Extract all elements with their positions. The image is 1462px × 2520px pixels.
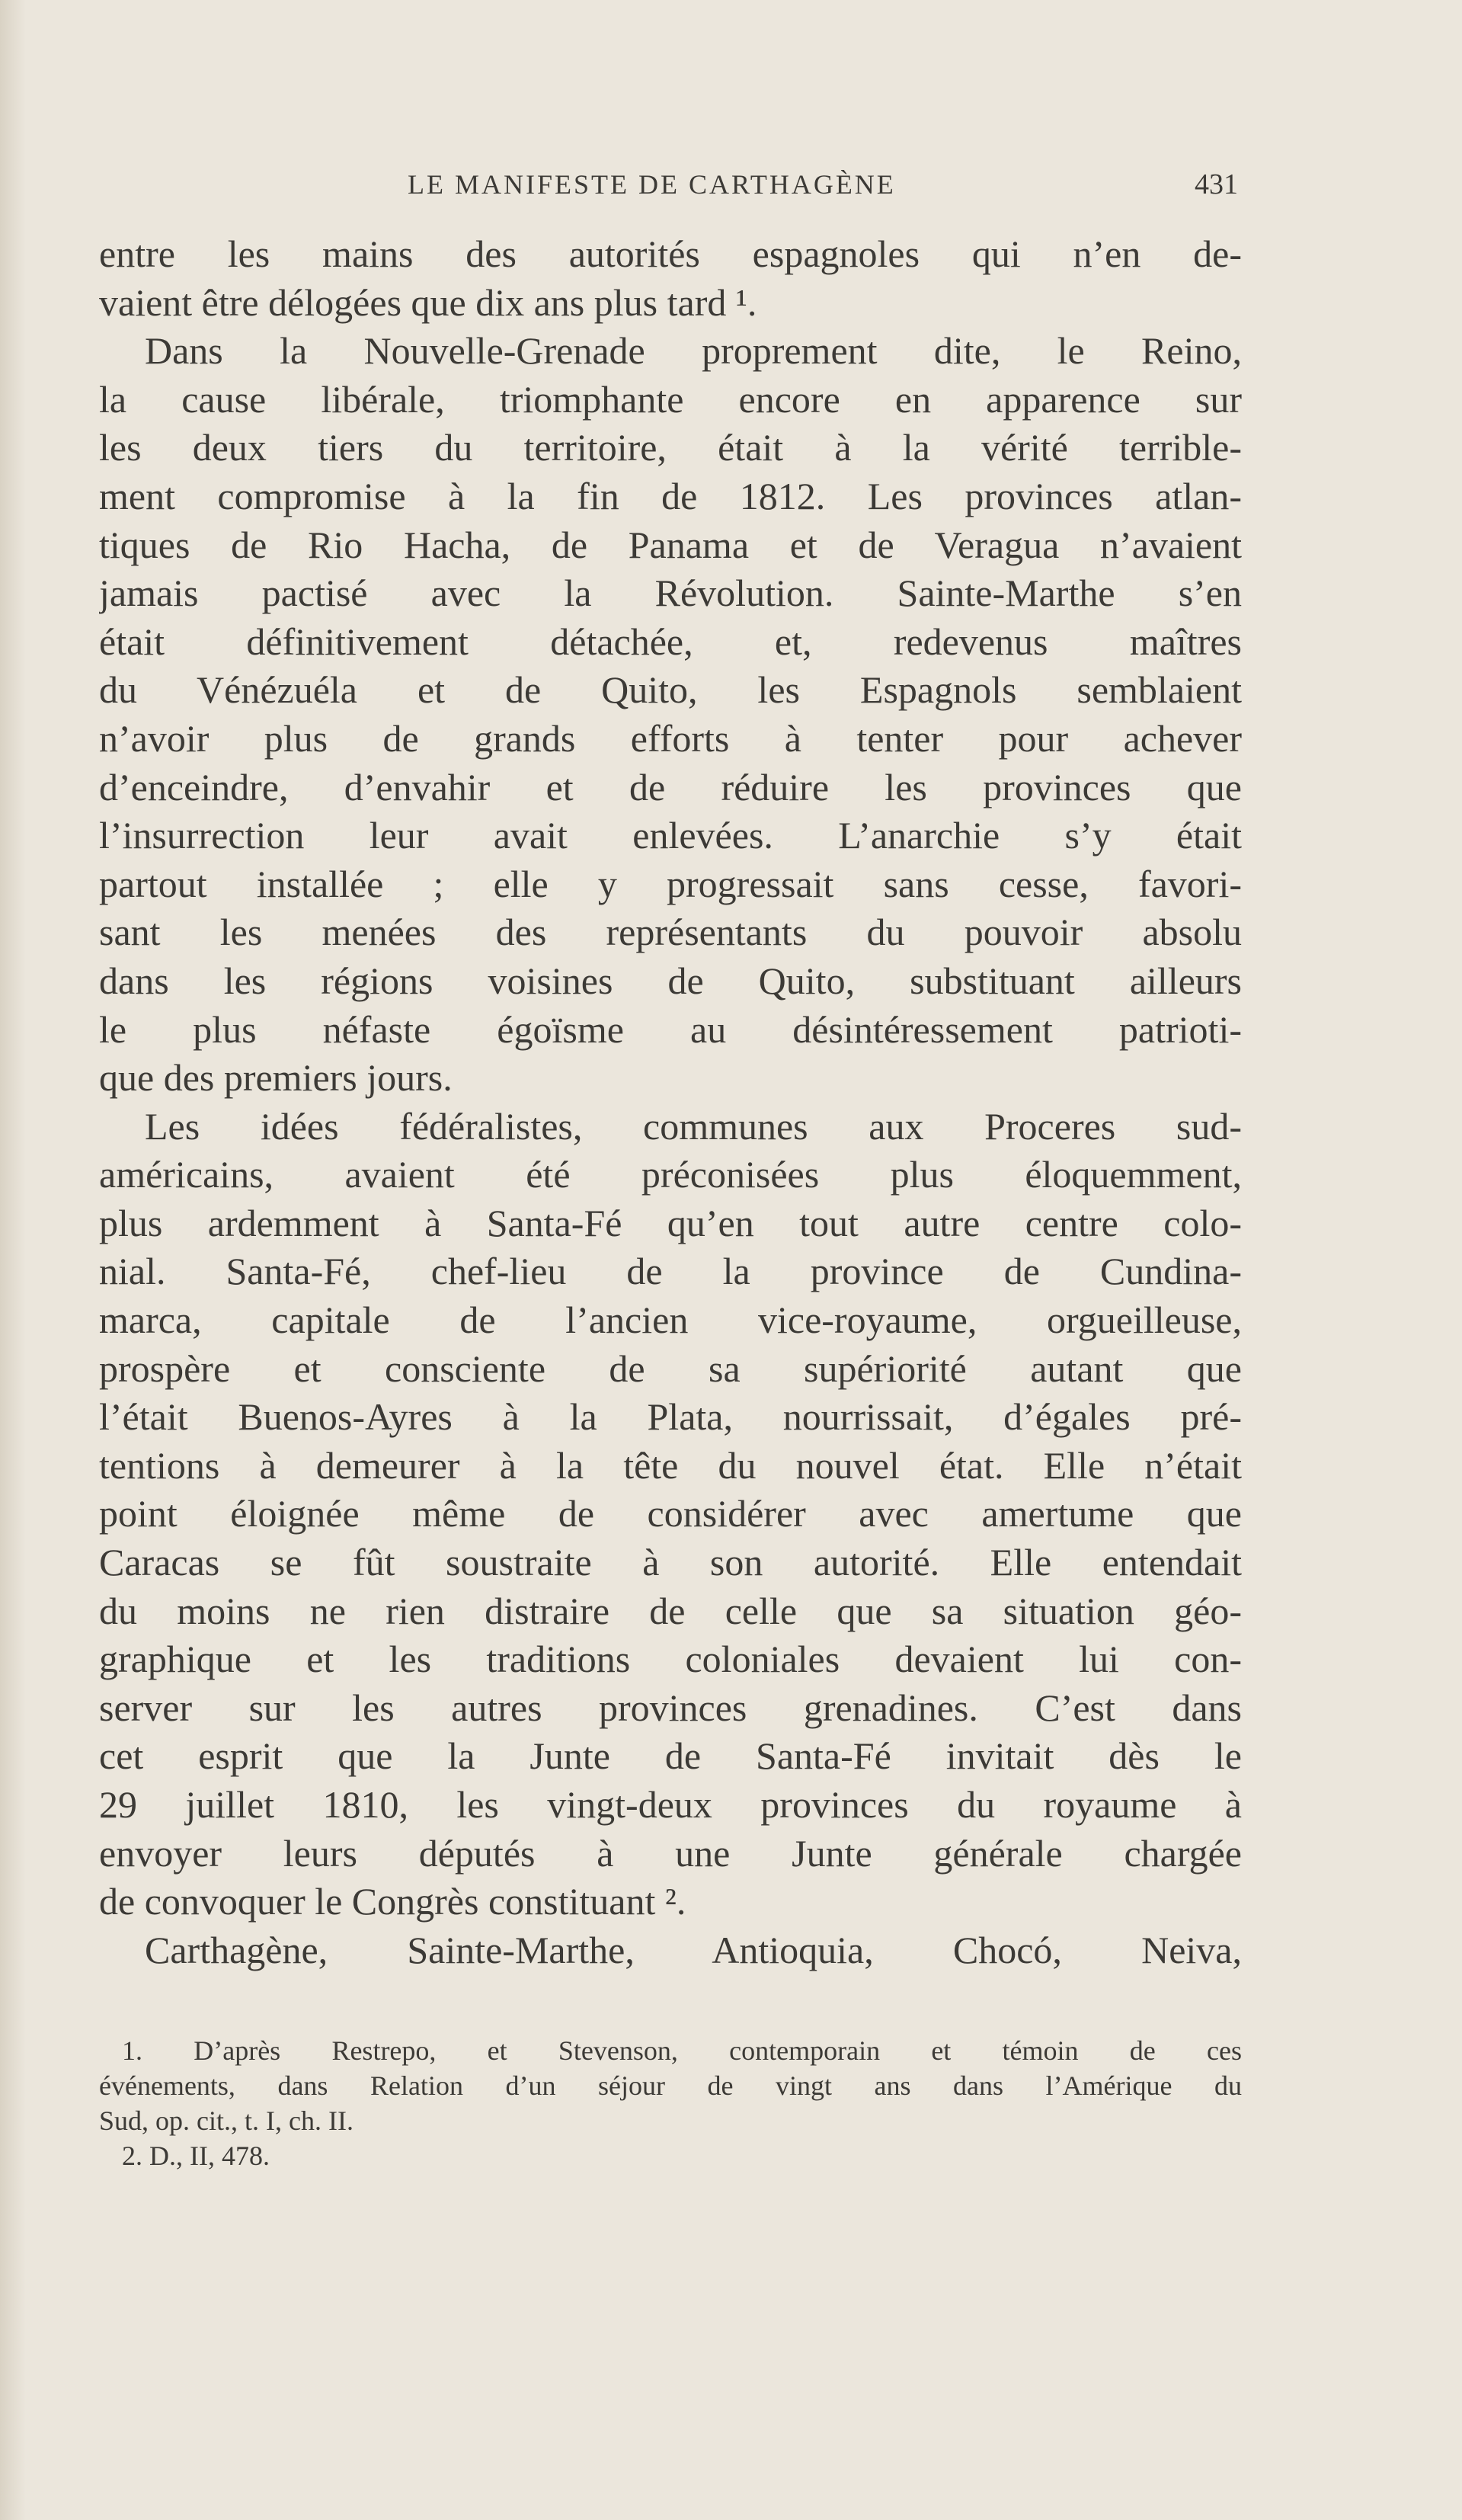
text-line: graphique et les traditions coloniales devaient lui con- <box>99 1638 1242 1681</box>
text-line: partout installée ; elle y progressait sans cesse, favori- <box>99 862 1242 905</box>
text-line: ment compromise à la fin de 1812. Les provinces atlan- <box>99 474 1242 517</box>
footnote-line: événements, dans Relation d’un séjour de vingt ans dans l’Amérique du <box>99 2070 1242 2101</box>
body-text <box>99 230 1242 1974</box>
text-line: point éloignée même de considérer avec amertume que <box>99 1492 1242 1535</box>
page-number: 431 <box>1195 168 1238 200</box>
text-line: tiques de Rio Hacha, de Panama et de Veragua n’avaient <box>99 523 1242 566</box>
text-line: était définitivement détachée, et, redevenus maîtres <box>99 620 1242 663</box>
text-line: la cause libérale, triomphante encore en apparence sur <box>99 377 1242 421</box>
text-line: jamais pactisé avec la Révolution. Sainte-Marthe s’en <box>99 572 1242 615</box>
page-header <box>408 162 1238 207</box>
footnote-line: 1. D’après Restrepo, et Stevenson, contemporain et témoin de ces <box>122 2035 1242 2066</box>
text-line: 29 juillet 1810, les vingt-deux provinces du royaume à <box>99 1783 1242 1826</box>
footnote-line: Sud, op. cit., t. I, ch. II. <box>99 2105 354 2136</box>
text-line: plus ardemment à Santa-Fé qu’en tout autre centre colo- <box>99 1201 1242 1244</box>
text-line: du Vénézuéla et de Quito, les Espagnols semblaient <box>99 668 1242 712</box>
footnotes <box>99 2033 1242 2173</box>
text-line: les deux tiers du territoire, était à la vérité terrible- <box>99 426 1242 469</box>
page-edge-shadow <box>0 0 26 2520</box>
text-line: du moins ne rien distraire de celle que sa situation géo- <box>99 1589 1242 1632</box>
text-line: dans les régions voisines de Quito, substituant ailleurs <box>99 959 1242 1002</box>
text-line: l’était Buenos-Ayres à la Plata, nourrissait, d’égales pré- <box>99 1395 1242 1439</box>
text-line: vaient être délogées que dix ans plus tard ¹. <box>99 280 757 324</box>
text-line: américains, avaient été préconisées plus éloquemment, <box>99 1153 1242 1196</box>
text-line: prospère et consciente de sa supériorité autant que <box>99 1346 1242 1390</box>
text-line: cet esprit que la Junte de Santa-Fé invitait dès le <box>99 1734 1242 1778</box>
running-title: LE MANIFESTE DE CARTHAGÈNE <box>408 169 896 200</box>
text-line: sant les menées des représentants du pouvoir absolu <box>99 911 1242 954</box>
text-line: de convoquer le Congrès constituant ². <box>99 1880 686 1923</box>
text-line: le plus néfaste égoïsme au désintéressement patrioti- <box>99 1007 1242 1051</box>
text-line: Caracas se fût soustraite à son autorité. Elle entendait <box>99 1541 1242 1584</box>
text-line: server sur les autres provinces grenadines. C’est dans <box>99 1686 1242 1729</box>
text-line: tentions à demeurer à la tête du nouvel état. Elle n’était <box>99 1443 1242 1487</box>
text-line: Carthagène, Sainte-Marthe, Antioquia, Chocó, Neiva, <box>145 1928 1242 1971</box>
text-line: n’avoir plus de grands efforts à tenter pour achever <box>99 716 1242 760</box>
text-line: envoyer leurs députés à une Junte générale chargée <box>99 1831 1242 1875</box>
text-line: d’enceindre, d’envahir et de réduire les provinces que <box>99 765 1242 809</box>
text-line: Dans la Nouvelle-Grenade proprement dite, le Reino, <box>145 329 1242 373</box>
text-line: l’insurrection leur avait enlevées. L’anarchie s’y était <box>99 814 1242 857</box>
text-line: que des premiers jours. <box>99 1056 453 1100</box>
text-line: entre les mains des autorités espagnoles qui n’en de- <box>99 232 1242 275</box>
text-line: Les idées fédéralistes, communes aux Proceres sud- <box>145 1104 1242 1148</box>
footnote-line: 2. D., II, 478. <box>122 2141 270 2171</box>
text-line: nial. Santa-Fé, chef-lieu de la province de Cundina- <box>99 1250 1242 1293</box>
text-line: marca, capitale de l’ancien vice-royaume, orgueilleuse, <box>99 1298 1242 1342</box>
